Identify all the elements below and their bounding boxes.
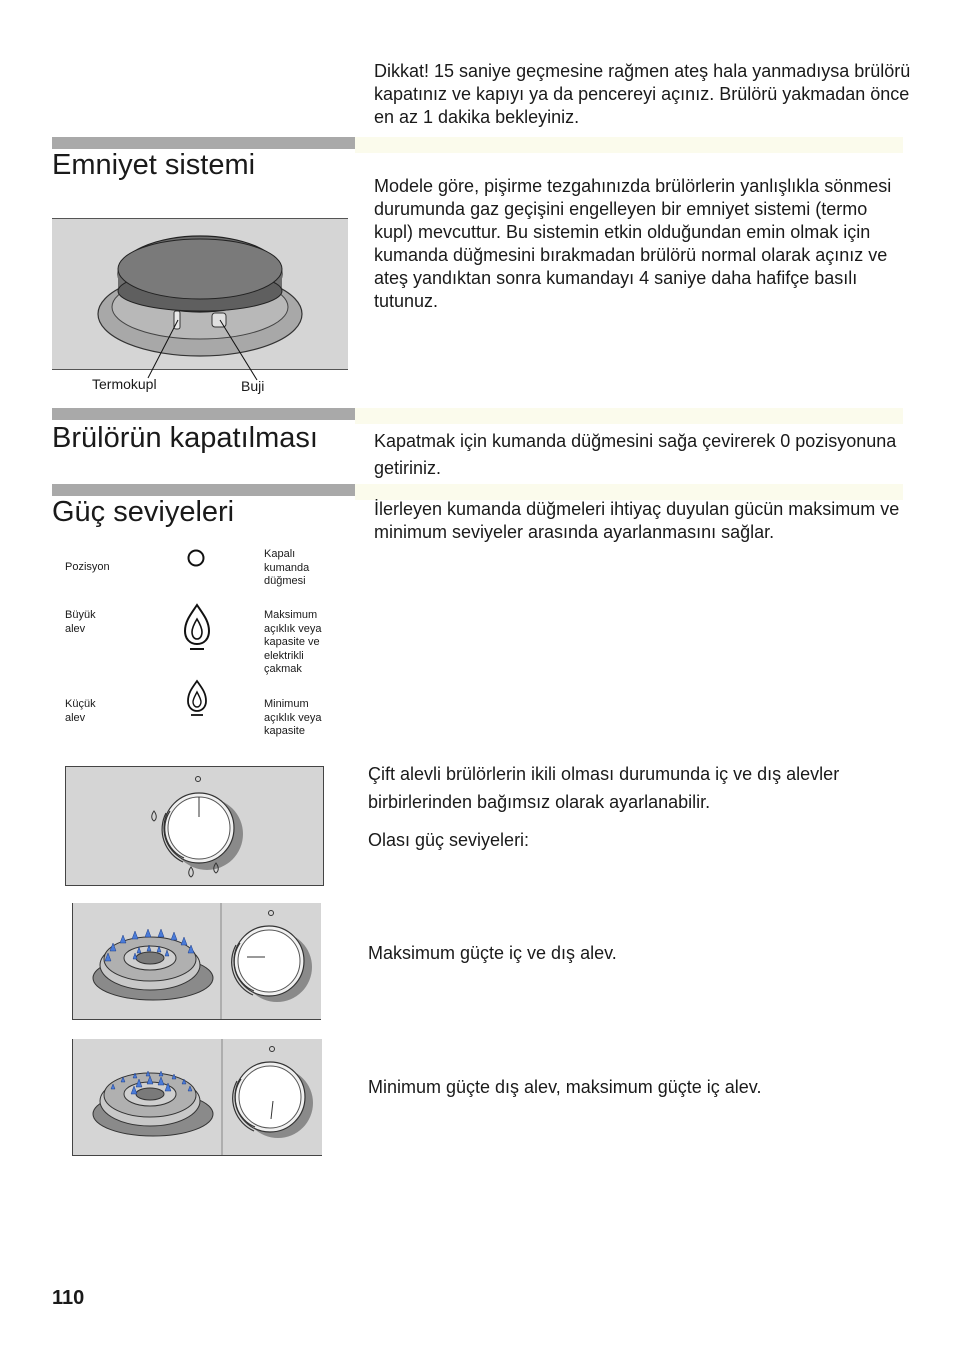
- safety-text: Modele göre, pişirme tezgahınızda brülörlerin yanlışlıkla sönmesi durumunda gaz geçişini engelleyen bir emniyet sistemi (termo kupl) mevcuttur. Bu sistemin etkin olduğundan emin olmak için kumanda düğmesini bırakmadan brülörü normal olarak açınız ve ateş yandıktan sonra kumandayı 4 saniye daha hafifçe basılı tutunuz.: [374, 176, 892, 311]
- min-text: Minimum güçte dış alev, maksimum güçte iç alev.: [368, 1077, 762, 1097]
- section-divider-band: [355, 408, 903, 424]
- dual-knob-figure: [65, 766, 324, 886]
- section-title-safety: Emniyet sistemi: [52, 149, 256, 181]
- small-flame-icon: [185, 678, 209, 718]
- row-left-large: Büyük alev: [65, 609, 96, 635]
- row-right-large: Maksimum açıklık veya kapasite ve elektrikli çakmak: [264, 609, 322, 675]
- page-number: 110: [52, 1287, 85, 1309]
- large-flame-icon: [182, 602, 212, 652]
- section-title-power: Güç seviyeleri: [52, 496, 235, 528]
- row-left-small: Küçük alev: [65, 698, 96, 724]
- label-thermocouple: Termokupl: [92, 376, 157, 392]
- section-divider: [52, 408, 355, 420]
- min-power-figure: [72, 1039, 322, 1156]
- off-text: Kapatmak için kumanda düğmesini sağa çevirerek 0 pozisyonuna getiriniz.: [374, 431, 897, 478]
- possible-levels: Olası güç seviyeleri:: [368, 830, 530, 850]
- label-spark: Buji: [241, 378, 265, 394]
- row-left-off: Pozisyon: [65, 561, 110, 573]
- section-divider-band: [355, 137, 903, 153]
- row-right-small: Minimum açıklık veya kapasite: [264, 698, 322, 737]
- max-power-figure: [72, 903, 321, 1020]
- warning-text: Dikkat! 15 saniye geçmesine rağmen ateş hala yanmadıysa brülörü kapatınız ve kapıyı ya da pencereyi açınız. Brülörü yakmadan önce en az 1 dakika bekleyiniz.: [374, 61, 911, 127]
- off-circle-icon: [186, 548, 206, 568]
- section-title-off: Brülörün kapatılması: [52, 422, 318, 454]
- power-text: İlerleyen kumanda düğmeleri ihtiyaç duyulan gücün maksimum ve minimum seviyeler arasında ayarlanmasını sağlar.: [374, 499, 900, 542]
- max-text: Maksimum güçte iç ve dış alev.: [368, 943, 617, 963]
- dual-text: Çift alevli brülörlerin ikili olması durumunda iç ve dış alevler birbirlerinden bağımsız olarak ayarlanabilir.: [368, 764, 840, 812]
- row-right-off: Kapalı kumanda düğmesi: [264, 548, 310, 587]
